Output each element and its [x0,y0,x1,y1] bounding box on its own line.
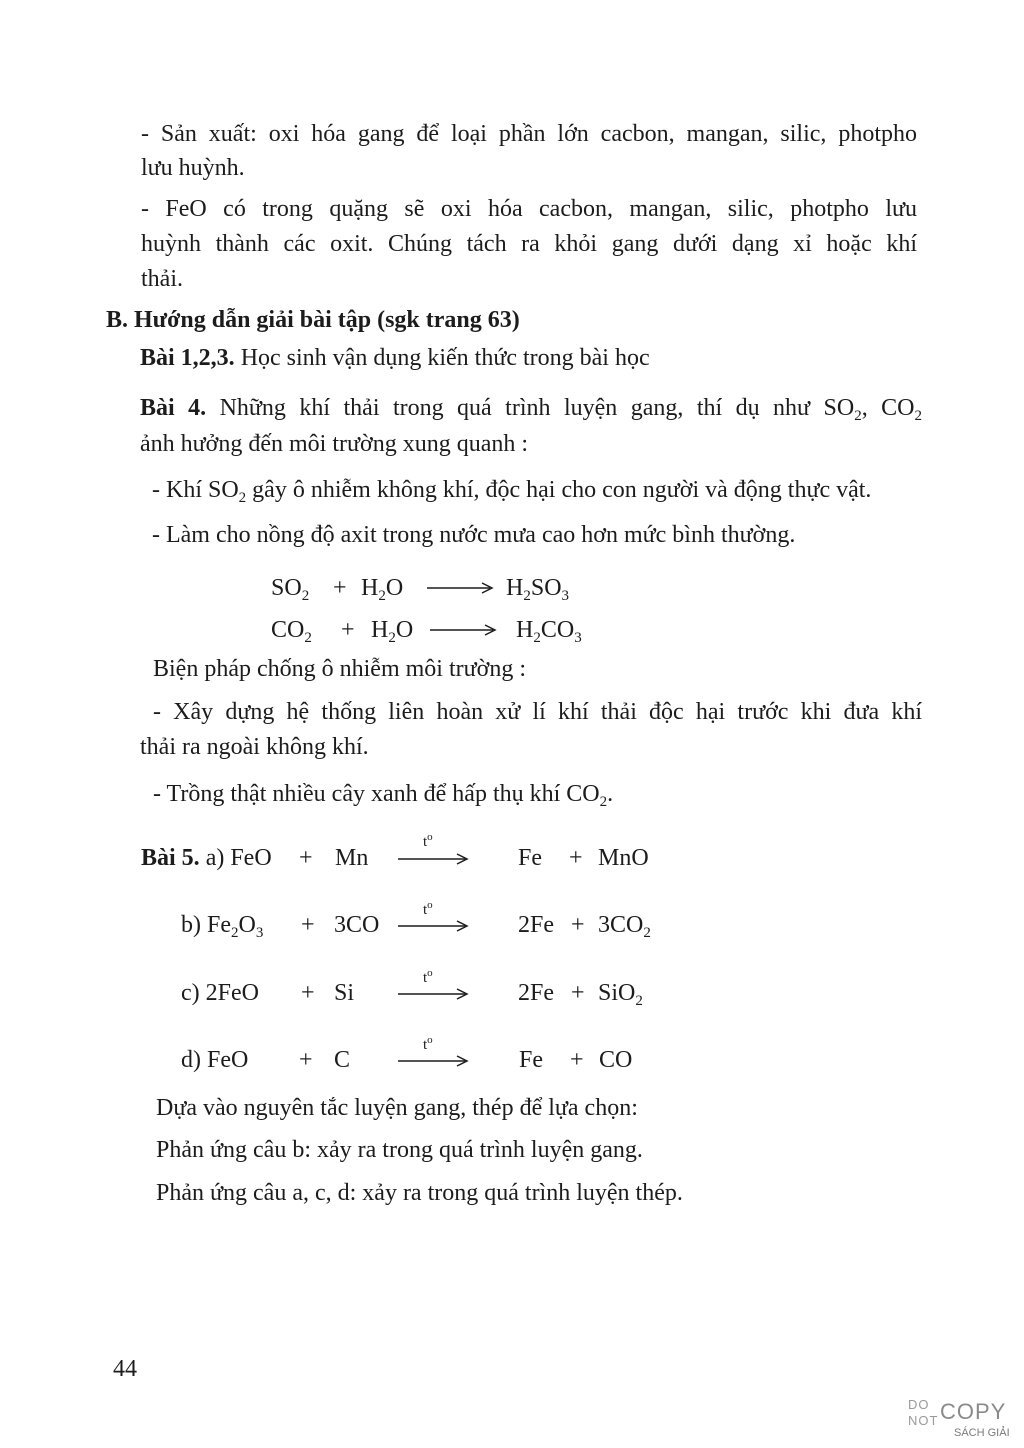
stamp-brand: SÁCH GIẢI [954,1427,1010,1439]
bai-text: Học sinh vận dụng kiến thức trong bài học [240,345,650,371]
measures-heading: Biện pháp chống ô nhiễm môi trường : [153,656,526,682]
intro-line: - Sản xuất: oxi hóa gang để loại phần lớn cacbon, mangan, silic, photpho [141,121,917,147]
text: SiO [598,980,636,1006]
text: O [395,617,414,643]
superscript: o [427,1034,433,1046]
reaction-arrow [397,919,469,933]
section-heading: B. Hướng dẫn giải bài tập (sgk trang 63) [106,307,520,333]
equation-plus: + [301,912,315,938]
subscript: 2 [635,993,643,1009]
intro-line: thải. [141,266,183,292]
text: t [423,834,428,850]
text: H [371,617,389,643]
reaction-arrow [397,987,469,1001]
equation-reactant [361,573,403,603]
conclusion-line: Dựa vào nguyên tắc luyện gang, thép để lựa chọn: [156,1095,638,1121]
intro-line: huỳnh thành các oxit. Chúng tách ra khỏi gang dưới dạng xỉ hoặc khí [141,231,917,257]
equation-plus: + [570,1047,584,1073]
equation-product [506,573,569,603]
equation-plus: + [571,980,585,1006]
equation-product: Fe [518,845,542,871]
equation-reactant: C [334,1047,351,1073]
conclusion-line: Phản ứng câu b: xảy ra trong quá trình luyện gang. [156,1137,643,1163]
text: Những khí thải trong quá trình luyện gang, thí dụ như SO [219,395,855,421]
equation-plus: + [333,575,347,601]
bai-label: Bài 1,2,3. [140,345,235,371]
equation-plus: + [569,845,583,871]
equation-product: MnO [598,845,649,871]
subscript: 3 [255,925,264,941]
bai4-line1 [140,393,922,423]
bai4-line2: ảnh hưởng đến môi trường xung quanh : [140,431,529,457]
page-number: 44 [113,1356,137,1382]
reaction-d-label: d) FeO [181,1047,249,1073]
subscript: 2 [914,408,922,424]
text: H [506,575,524,601]
text: t [423,970,428,986]
text: CO [271,617,305,643]
equation-plus: + [341,617,355,643]
equation-product: Fe [519,1047,543,1073]
bai-label: Bài 4. [140,395,207,421]
text: CO [540,617,575,643]
equation-plus: + [301,980,315,1006]
text: a) FeO [205,845,272,871]
text: SO [271,575,302,601]
do-not-copy-stamp [906,1398,1016,1442]
subscript: 3 [561,588,570,604]
equation-product: 2Fe [518,912,554,938]
subscript: 2 [643,925,651,941]
reaction-arrow [397,852,469,866]
heat-label [423,829,433,850]
bai-label: Bài 5. [141,845,200,871]
subscript: 2 [301,588,310,604]
bai4-bullet: - Làm cho nồng độ axit trong nước mưa cao hơn mức bình thường. [152,522,796,548]
reaction-arrow [426,581,494,595]
equation-product [516,615,582,645]
equation-reactant [271,573,309,603]
reaction-arrow [397,1054,469,1068]
measure-line [153,779,613,809]
subscript: 2 [378,588,386,604]
subscript: 2 [304,630,312,646]
heat-label [423,1032,433,1053]
superscript: o [427,967,433,979]
equation-reactant: Si [334,980,355,1006]
text: t [423,1037,428,1053]
equation-product [598,910,651,940]
heat-label [423,897,433,918]
text: O [385,575,404,601]
text: - Trồng thật nhiều cây xanh để hấp thụ khí CO [153,781,600,807]
text: - Khí SO [152,477,239,503]
reaction-c-label: c) 2FeO [181,980,259,1006]
text: , CO [861,395,915,421]
text: . [607,781,614,807]
bai-123 [140,343,650,373]
stamp-do: DO [908,1397,930,1412]
heat-label [423,965,433,986]
subscript: 2 [523,588,531,604]
intro-line: lưu huỳnh. [141,155,245,181]
stamp-not: NOT [908,1413,939,1428]
text: b) Fe [181,912,231,938]
subscript: 2 [533,630,541,646]
equation-product: 2Fe [518,980,554,1006]
stamp-copy: COPY [940,1399,1007,1424]
bai4-bullet [152,475,871,505]
superscript: o [427,831,433,843]
measure-line: thải ra ngoài không khí. [140,734,369,760]
equation-reactant: 3CO [334,912,380,938]
subscript: 2 [238,490,247,506]
intro-line: - FeO có trong quặng sẽ oxi hóa cacbon, mangan, silic, photpho lưu [141,196,917,222]
equation-plus: + [299,845,313,871]
reaction-arrow [429,623,497,637]
equation-plus: + [571,912,585,938]
equation-product: CO [599,1047,633,1073]
subscript: 2 [854,408,862,424]
subscript: 2 [231,925,239,941]
equation-product [598,978,643,1008]
equation-reactant [371,615,413,645]
text: H [361,575,379,601]
equation-reactant [271,615,312,645]
conclusion-line: Phản ứng câu a, c, d: xảy ra trong quá trình luyện thép. [156,1180,683,1206]
measure-line: - Xây dựng hệ thống liên hoàn xử lí khí thải độc hại trước khi đưa khí [153,699,922,725]
reaction-b-label [181,910,263,940]
subscript: 3 [574,630,582,646]
equation-plus: + [299,1047,313,1073]
text: H [516,617,534,643]
equation-reactant: Mn [335,845,369,871]
text: t [423,902,428,918]
text: gây ô nhiễm không khí, độc hại cho con người và động thực vật. [246,477,872,503]
subscript: 2 [388,630,396,646]
text: 3CO [598,912,644,938]
subscript: 2 [599,794,608,810]
superscript: o [427,899,433,911]
reaction-a-label [141,843,272,873]
text: SO [530,575,562,601]
text: O [238,912,256,938]
